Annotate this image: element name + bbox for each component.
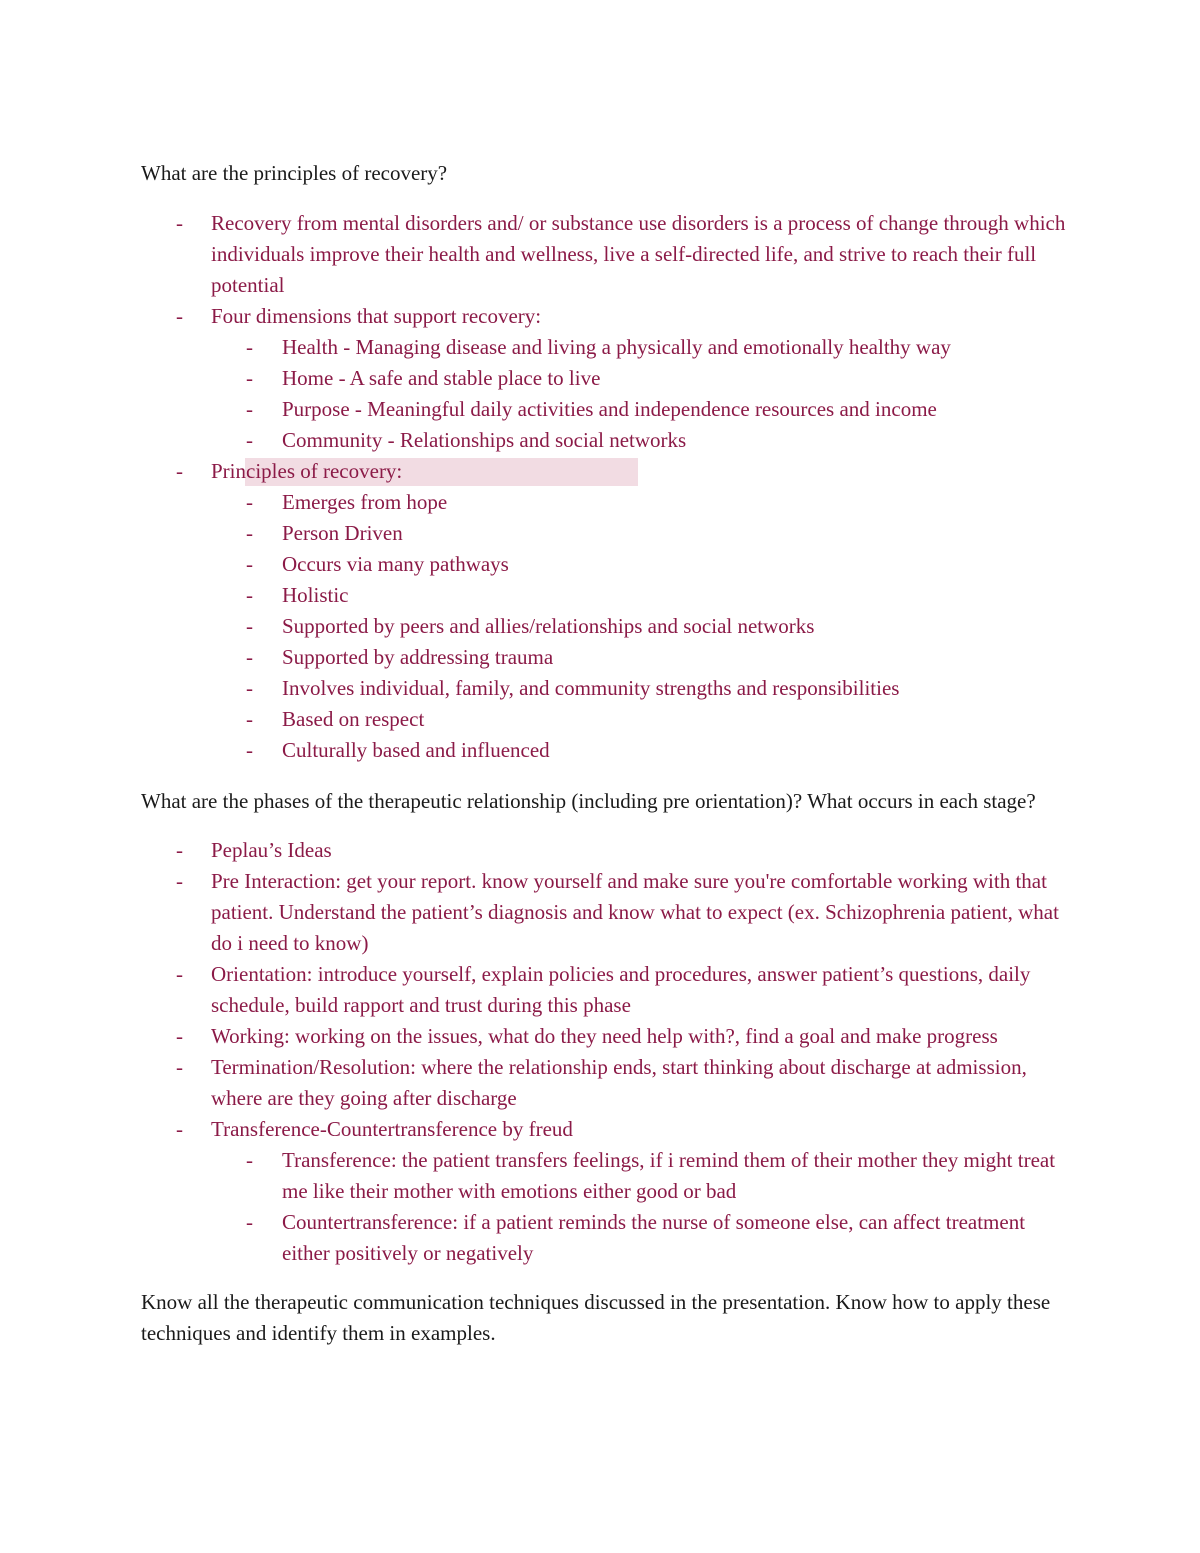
list-item bbox=[211, 363, 1071, 394]
question-therapeutic-phases: What are the phases of the therapeutic relationship (including pre orientation)? What occurs in each stage? bbox=[141, 789, 1036, 813]
list-item bbox=[211, 611, 1071, 642]
bullet-dash: - bbox=[176, 869, 183, 893]
bullet-dash: - bbox=[246, 676, 253, 700]
four-dimensions-list bbox=[211, 332, 1071, 456]
list-item bbox=[211, 332, 1071, 363]
principle-text: Emerges from hope bbox=[282, 490, 448, 514]
principle-text: Culturally based and influenced bbox=[282, 738, 550, 762]
document-page bbox=[141, 158, 1071, 1349]
list-item bbox=[141, 835, 1071, 866]
principle-text: Supported by peers and allies/relationships and social networks bbox=[282, 614, 815, 638]
bullet-dash: - bbox=[246, 1210, 253, 1234]
highlighted-row bbox=[176, 456, 1071, 487]
list-item bbox=[141, 1114, 1071, 1269]
bullet-dash: - bbox=[246, 490, 253, 514]
bullet-dash: - bbox=[246, 335, 253, 359]
list-item bbox=[211, 735, 1071, 766]
bullet-dash: - bbox=[246, 645, 253, 669]
phases-list bbox=[141, 835, 1071, 1269]
bullet-dash: - bbox=[176, 1055, 183, 1079]
recovery-definition: Recovery from mental disorders and/ or substance use disorders is a process of change through which individuals improve their health and wellness, live a self-directed life, and strive to reach their full potential bbox=[211, 211, 1066, 297]
list-item bbox=[211, 1145, 1071, 1207]
list-item bbox=[211, 394, 1071, 425]
bullet-dash: - bbox=[246, 614, 253, 638]
four-dimensions-label: Four dimensions that support recovery: bbox=[211, 304, 542, 328]
list-item bbox=[211, 1207, 1071, 1269]
principle-text: Holistic bbox=[282, 583, 349, 607]
transference-list bbox=[211, 1145, 1071, 1269]
transference-label: Transference-Countertransference by freud bbox=[211, 1117, 573, 1141]
bullet-dash: - bbox=[246, 583, 253, 607]
phase-text: Pre Interaction: get your report. know yourself and make sure you're comfortable working with that patient. Understand the patient’s diagnosis and know what to expect (ex. Schizophrenia patient, what do i need to know) bbox=[211, 869, 1059, 955]
list-item bbox=[211, 673, 1071, 704]
list-item bbox=[211, 425, 1071, 456]
bullet-dash: - bbox=[176, 962, 183, 986]
list-item bbox=[211, 642, 1071, 673]
list-item bbox=[141, 866, 1071, 959]
bullet-dash: - bbox=[246, 738, 253, 762]
dimension-community: Community - Relationships and social networks bbox=[282, 428, 687, 452]
phase-text: Termination/Resolution: where the relationship ends, start thinking about discharge at admission, where are they going after discharge bbox=[211, 1055, 1027, 1110]
phase-text: Peplau’s Ideas bbox=[211, 838, 332, 862]
question-principles-of-recovery: What are the principles of recovery? bbox=[141, 161, 448, 185]
principle-text: Person Driven bbox=[282, 521, 403, 545]
bullet-dash: - bbox=[176, 459, 183, 483]
list-item bbox=[141, 208, 1071, 301]
phase-text: Orientation: introduce yourself, explain policies and procedures, answer patient’s questions, daily schedule, build rapport and trust during this phase bbox=[211, 962, 1031, 1017]
principle-text: Involves individual, family, and community strengths and responsibilities bbox=[282, 676, 900, 700]
phase-text: Working: working on the issues, what do they need help with?, find a goal and make progress bbox=[211, 1024, 998, 1048]
list-item bbox=[211, 704, 1071, 735]
bullet-dash: - bbox=[176, 304, 183, 328]
bullet-dash: - bbox=[176, 1024, 183, 1048]
principle-text: Occurs via many pathways bbox=[282, 552, 509, 576]
principle-text: Based on respect bbox=[282, 707, 425, 731]
bullet-dash: - bbox=[176, 838, 183, 862]
list-item bbox=[141, 1021, 1071, 1052]
bullet-dash: - bbox=[176, 211, 183, 235]
list-item bbox=[211, 518, 1071, 549]
list-item bbox=[141, 959, 1071, 1021]
countertransference-text: Countertransference: if a patient reminds the nurse of someone else, can affect treatment either positively or negatively bbox=[282, 1210, 1026, 1265]
principles-list bbox=[211, 487, 1071, 766]
bullet-dash: - bbox=[246, 366, 253, 390]
recovery-list bbox=[141, 208, 1071, 766]
list-item bbox=[211, 549, 1071, 580]
principle-text: Supported by addressing trauma bbox=[282, 645, 554, 669]
communication-techniques-note: Know all the therapeutic communication techniques discussed in the presentation. Know how to apply these techniques and identify them in examples. bbox=[141, 1290, 1051, 1345]
bullet-dash: - bbox=[246, 521, 253, 545]
bullet-dash: - bbox=[176, 1117, 183, 1141]
list-item bbox=[141, 1052, 1071, 1114]
bullet-dash: - bbox=[246, 428, 253, 452]
list-item bbox=[211, 580, 1071, 611]
list-item bbox=[211, 487, 1071, 518]
dimension-home: Home - A safe and stable place to live bbox=[282, 366, 601, 390]
list-item bbox=[141, 456, 1071, 766]
dimension-health: Health - Managing disease and living a physically and emotionally healthy way bbox=[282, 335, 951, 359]
bullet-dash: - bbox=[246, 552, 253, 576]
bullet-dash: - bbox=[246, 397, 253, 421]
dimension-purpose: Purpose - Meaningful daily activities and independence resources and income bbox=[282, 397, 937, 421]
principles-label: Principles of recovery: bbox=[211, 459, 403, 483]
bullet-dash: - bbox=[246, 707, 253, 731]
list-item bbox=[141, 301, 1071, 456]
bullet-dash: - bbox=[246, 1148, 253, 1172]
transference-text: Transference: the patient transfers feelings, if i remind them of their mother they might treat me like their mother with emotions either good or bad bbox=[282, 1148, 1056, 1203]
